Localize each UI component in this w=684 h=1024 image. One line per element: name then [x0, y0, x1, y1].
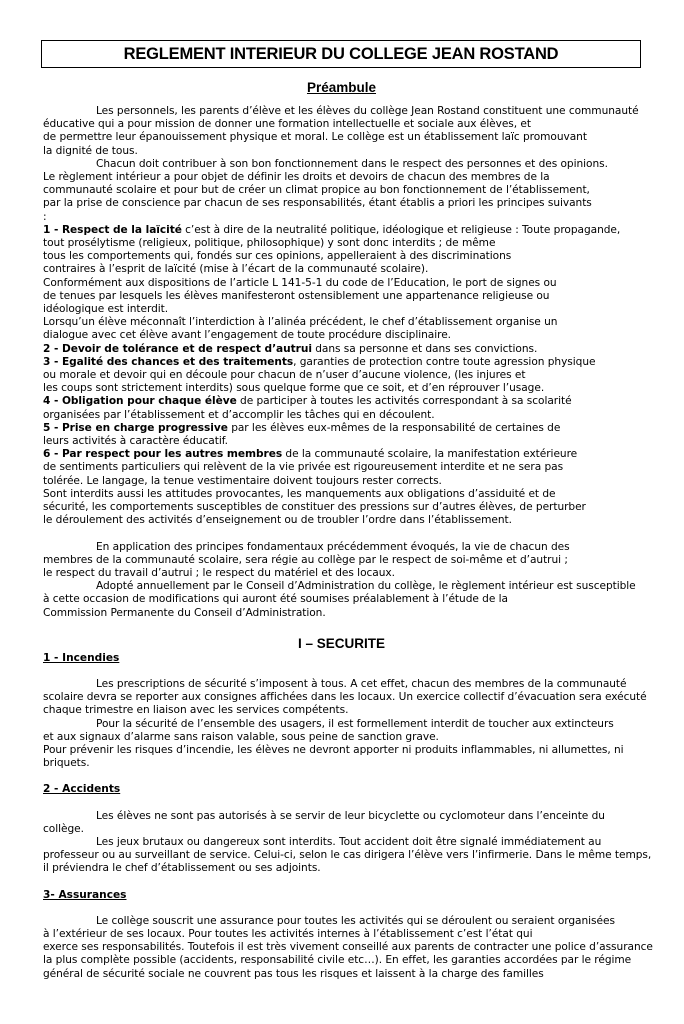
- title-box: [41, 40, 641, 68]
- text-line: ou morale et devoir qui en découle pour chacun de n’user d’aucune violence, (les injures et: [43, 369, 526, 382]
- principle-6: [43, 448, 640, 461]
- text-line: Les jeux brutaux ou dangereux sont interdits. Tout accident doit être signalé immédiatement au: [96, 835, 602, 848]
- spacer: [43, 528, 640, 541]
- text-line: collège.: [43, 822, 84, 835]
- incendies-heading: 1 - Incendies: [43, 651, 120, 664]
- accidents-text: [43, 809, 652, 876]
- text-line: il préviendra le chef d’établissement ou ses adjoints.: [43, 862, 321, 875]
- principle-title: 4 - Obligation pour chaque élève: [43, 395, 237, 408]
- text-line: le déroulement des activités d’enseignement ou de troubler l’ordre dans l’établissement.: [43, 514, 512, 527]
- spacer: [43, 665, 640, 678]
- text-line: Commission Permanente du Conseil d’Administration.: [43, 606, 326, 619]
- text-line: exerce ses responsabilités. Toutefois il est très vivement conseillé aux parents de contracter une police d’assurance: [43, 941, 653, 954]
- text-line: communauté scolaire et pour but de créer un climat propice au bon fonctionnement de l’établissement,: [43, 184, 590, 197]
- text-line: la dignité de tous.: [43, 144, 138, 157]
- assurances-text: [43, 914, 653, 981]
- text-line: En application des principes fondamentaux précédemment évoqués, la vie de chacun des: [96, 540, 570, 553]
- text-line: Le règlement intérieur a pour objet de définir les droits et devoirs de chacun des membres de la: [43, 171, 550, 184]
- text-line: membres de la communauté scolaire, sera régie au collège par le respect de soi-même et d’autrui ;: [43, 553, 568, 566]
- text-fragment: dans sa personne et dans ses convictions.: [311, 342, 538, 355]
- principle-title: 6 - Par respect pour les autres membres: [43, 448, 283, 461]
- text-line: Le collège souscrit une assurance pour toutes les activités qui se déroulent ou seraient organisées: [96, 914, 615, 927]
- text-line: Pour prévenir les risques d’incendie, les élèves ne devront apporter ni produits inflammables, ni allumettes, ni: [43, 743, 624, 756]
- principle-title: 2 - Devoir de tolérance et de respect d’autrui: [43, 342, 312, 355]
- text-line: de sentiments particuliers qui relèvent de la vie privée est rigoureusement interdite et ne sera pas: [43, 461, 564, 474]
- text-line: la plus complète possible (accidents, responsabilité civile etc…). En effet, les garanties accordées par le régime: [43, 954, 632, 967]
- text-fragment: c’est à dire de la neutralité politique, idéologique et religieuse : Toute propagande,: [181, 223, 621, 236]
- text-line: Les personnels, les parents d’élève et les élèves du collège Jean Rostand constituent une communauté: [96, 105, 639, 117]
- text-line: à l’extérieur de ses locaux. Pour toutes les activités internes à l’établissement c’est l’état qui: [43, 927, 533, 940]
- text-line: :: [43, 210, 47, 223]
- text-line: Chacun doit contribuer à son bon fonctionnement dans le respect des personnes et des opinions.: [96, 157, 608, 170]
- principle-title: 3 - Egalité des chances et des traitements: [43, 355, 294, 368]
- spacer: [43, 902, 640, 915]
- spacer: [43, 770, 640, 783]
- incendies-text: [43, 677, 647, 770]
- text-line: idéologique est interdit.: [43, 303, 169, 316]
- text-line: Les prescriptions de sécurité s’imposent à tous. A cet effet, chacun des membres de la communauté: [96, 677, 627, 690]
- text-line: et aux signaux d’alarme sans raison valable, sous peine de sanction grave.: [43, 730, 439, 743]
- text-line: tolérée. Le langage, la tenue vestimentaire doivent toujours rester corrects.: [43, 474, 442, 487]
- text-line: professeur ou au surveillant de service. Celui-ci, selon le cas dirigera l’élève vers l’infirmerie. Dans le même temps,: [43, 849, 652, 862]
- text-line: Pour la sécurité de l’ensemble des usagers, il est formellement interdit de toucher aux extincteurs: [96, 717, 614, 730]
- text-line: chaque trimestre en liaison avec les services compétents.: [43, 704, 349, 717]
- text-line: tout prosélytisme (religieux, politique, philosophique) y sont donc interdits ; de même: [43, 237, 496, 250]
- text-line: Conformément aux dispositions de l’article L 141-5-1 du code de l’Education, le port de signes ou: [43, 276, 557, 289]
- text-fragment: par les élèves eux-mêmes de la responsabilité de certaines de: [227, 421, 561, 434]
- text-line: contraires à l’esprit de laïcité (mise à l’écart de la communauté scolaire).: [43, 263, 429, 276]
- text-line: Les élèves ne sont pas autorisés à se servir de leur bicyclette ou cyclomoteur dans l’enceinte du: [96, 809, 605, 822]
- document-page: [43, 40, 653, 981]
- text-line: Lorsqu’un élève méconnaît l’interdiction à l’alinéa précédent, le chef d’établissement organise un: [43, 316, 558, 329]
- principle-title: 1 - Respect de la laïcité: [43, 223, 182, 236]
- text-line: de permettre leur épanouissement physique et moral. Le collège est un établissement laïc promouvant: [43, 131, 587, 144]
- text-line: dialogue avec cet élève avant l’engagement de toute procédure disciplinaire.: [43, 329, 451, 342]
- spacer: [43, 876, 640, 889]
- text-line: les coups sont strictement interdits) sous quelque forme que ce soit, et d’en réprouver l’usage.: [43, 382, 545, 395]
- text-line: scolaire devra se reporter aux consignes affichées dans les locaux. Un exercice collectif d’évacuation sera exécuté: [43, 691, 647, 704]
- text-line: organisées par l’établissement et d’accomplir les tâches qui en découlent.: [43, 408, 435, 421]
- text-line: Sont interdits aussi les attitudes provocantes, les manquements aux obligations d’assiduité et de: [43, 487, 556, 500]
- text-line: éducative qui a pour mission de donner une formation intellectuelle et sociale aux élèves, et: [43, 118, 531, 131]
- principle-title: 5 - Prise en charge progressive: [43, 421, 228, 434]
- text-line: Adopté annuellement par le Conseil d’Administration du collège, le règlement intérieur est susceptible: [96, 580, 636, 593]
- preambule-text: [43, 105, 640, 620]
- text-line: par la prise de conscience par chacun de ses responsabilités, étant établis a priori les principes suivants: [43, 197, 592, 210]
- preambule-heading: Préambule: [306, 80, 377, 95]
- accidents-heading: 2 - Accidents: [43, 783, 121, 796]
- text-fragment: , garanties de protection contre toute agression physique: [293, 355, 596, 368]
- text-fragment: de participer à toutes les activités correspondant à sa scolarité: [236, 395, 572, 408]
- text-line: à cette occasion de modifications qui auront été soumises préalablement à l’étude de la: [43, 593, 508, 606]
- text-fragment: de la communauté scolaire, la manifestation extérieure: [282, 448, 578, 461]
- principle-3: [43, 356, 640, 369]
- securite-heading: I – SECURITE: [297, 635, 386, 651]
- text-line: général de sécurité sociale ne couvrent pas tous les risques et laissent à la charge des familles: [43, 967, 544, 980]
- text-line: briquets.: [43, 757, 90, 770]
- principle-1: [43, 224, 640, 237]
- text-line: de tenues par lesquels les élèves manifesteront ostensiblement une appartenance religieuse ou: [43, 289, 550, 302]
- text-line: le respect du travail d’autrui ; le respect du matériel et des locaux.: [43, 566, 395, 579]
- principle-5: [43, 422, 640, 435]
- text-line: leurs activités à caractère éducatif.: [43, 435, 228, 448]
- principle-2: [43, 343, 640, 356]
- assurances-heading: 3- Assurances: [43, 888, 127, 901]
- document-title: REGLEMENT INTERIEUR DU COLLEGE JEAN ROSTAND: [123, 44, 559, 63]
- text-line: tous les comportements qui, fondés sur ces opinions, appelleraient à des discriminations: [43, 250, 512, 263]
- principle-4: [43, 395, 640, 408]
- spacer: [43, 797, 640, 810]
- text-line: sécurité, les comportements susceptibles de constituer des pressions sur d’autres élèves, de perturber: [43, 501, 586, 514]
